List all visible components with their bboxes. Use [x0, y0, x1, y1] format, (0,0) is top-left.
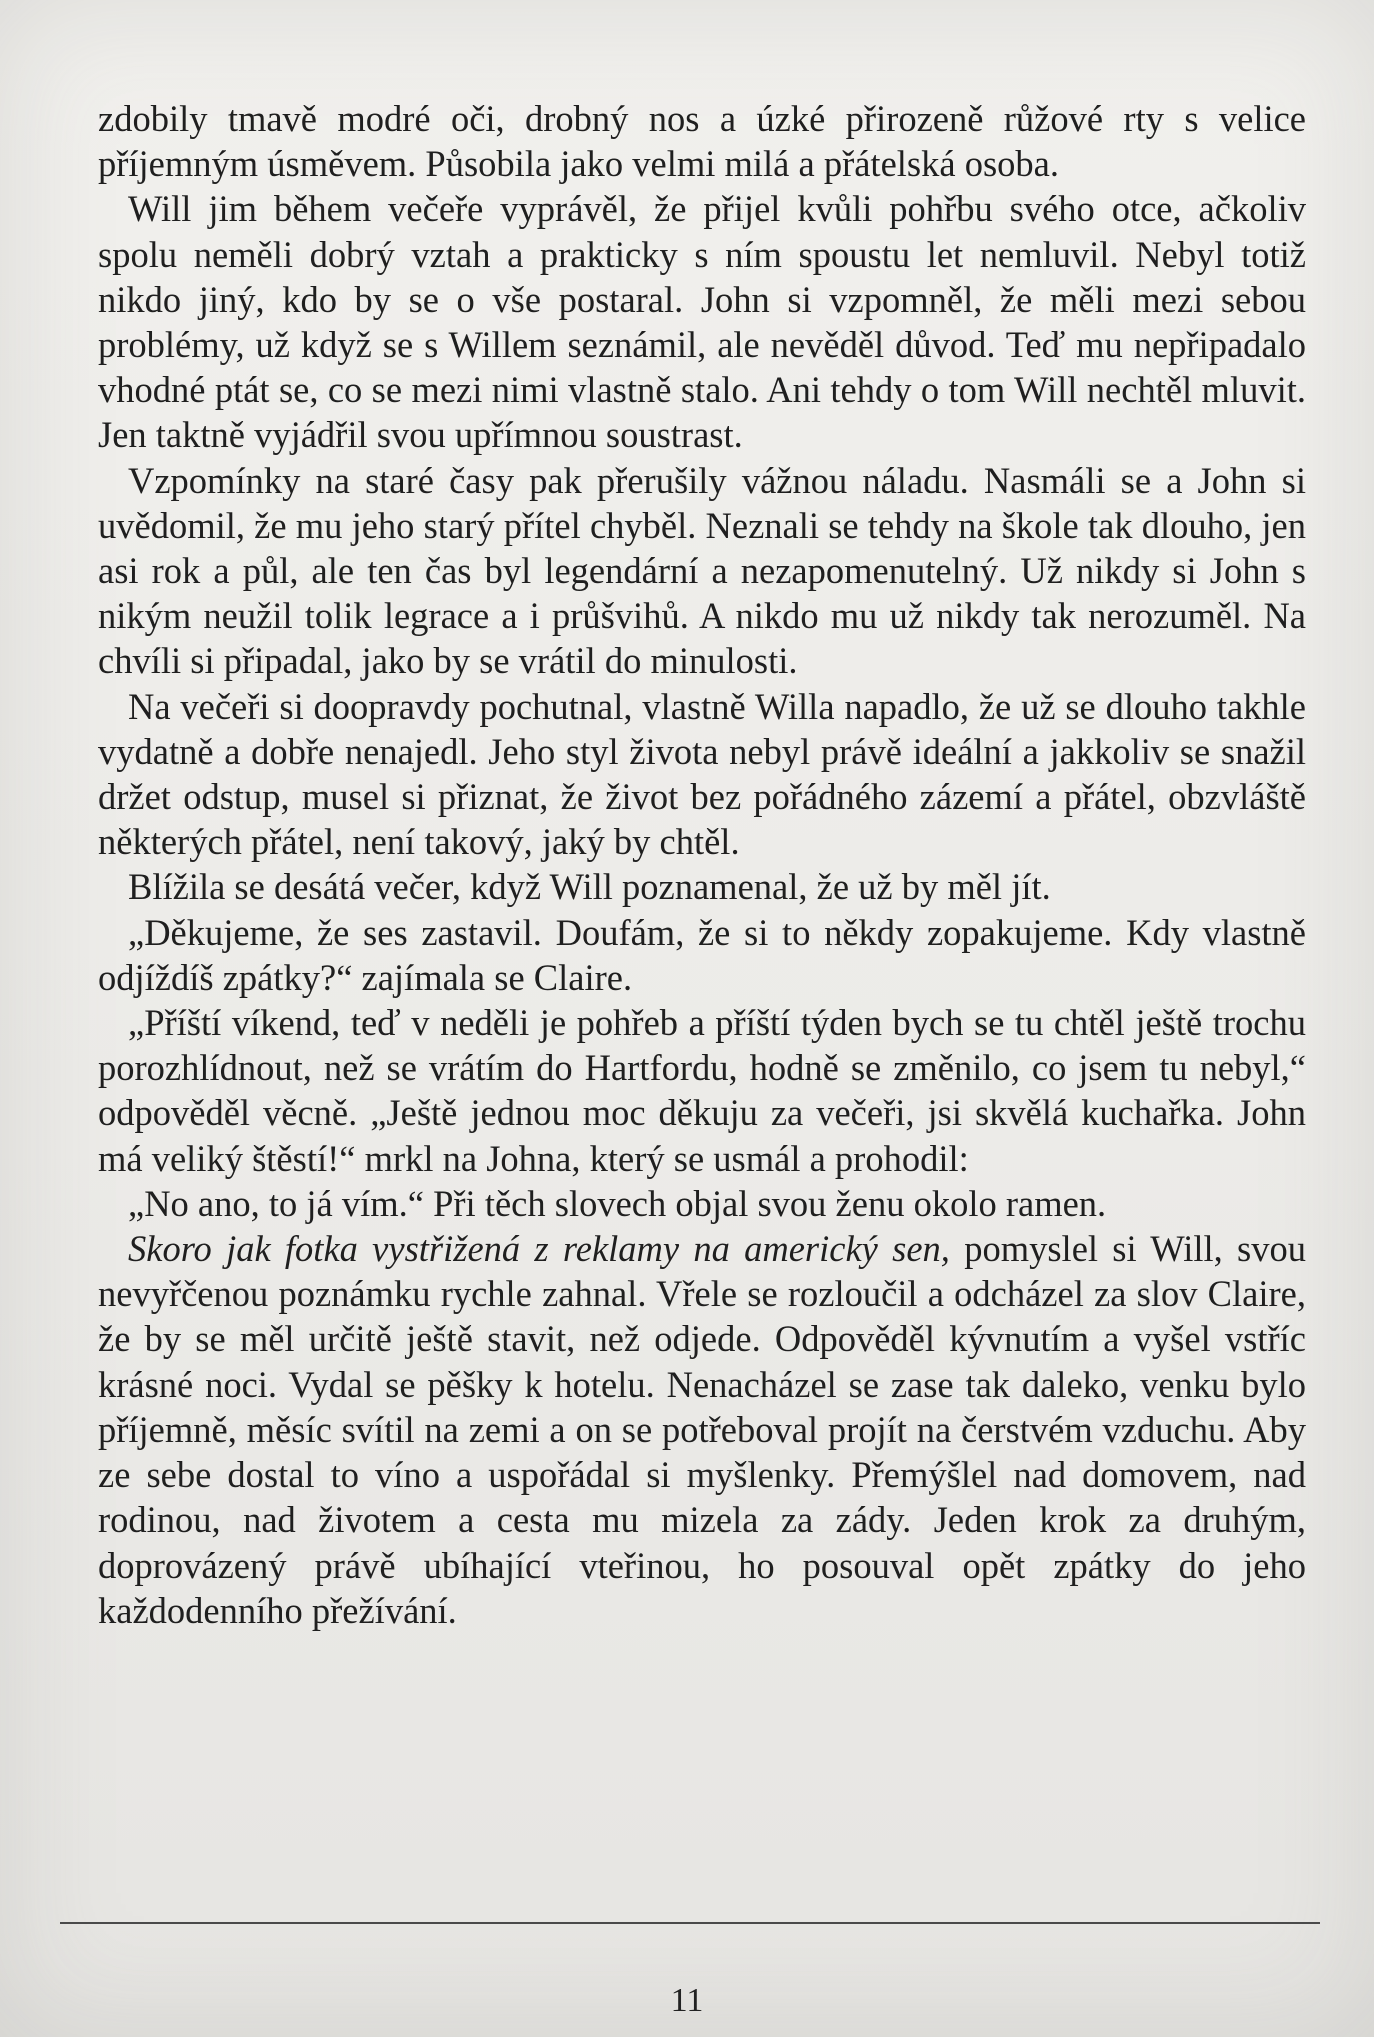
- footer-rule: [60, 1922, 1320, 1924]
- paragraph-6: „Děkujeme, že ses zastavil. Doufám, že si to někdy zopakujeme. Kdy vlastně odjíždíš zpátky?“ zajímala se Claire.: [98, 911, 1306, 998]
- paragraph-1: zdobily tmavě modré oči, drobný nos a úzké přirozeně růžové rty s velice příjemným úsměvem. Působila jako velmi milá a přátelská osoba.: [98, 98, 1306, 185]
- paragraph-9: [98, 1226, 1306, 1633]
- paragraph-9-italic-phrase: Skoro jak fotka vystřižená z reklamy na americký sen,: [128, 1228, 950, 1270]
- paragraph-4: Na večeři si doopravdy pochutnal, vlastně Willa napadlo, že už se dlouho takhle vydatně a dobře nenajedl. Jeho styl života nebyl právě ideální a jakkoliv se snažil držet odstup, musel si přiznat, že život bez pořádného zázemí a přátel, obzvláště některých přátel, není takový, jaký by chtěl.: [98, 685, 1306, 863]
- paragraph-5: Blížila se desátá večer, když Will poznamenal, že už by měl jít.: [128, 866, 1051, 908]
- paragraph-3: Vzpomínky na staré časy pak přerušily vážnou náladu. Nasmáli se a John si uvědomil, že mu jeho starý přítel chyběl. Neznali se tehdy na škole tak dlouho, jen asi rok a půl, ale ten čas byl legendární a nezapomenutelný. Už nikdy si John s nikým neužil tolik legrace a i průšvihů. A nikdo mu už nikdy tak nerozuměl. Na chvíli si připadal, jako by se vrátil do minulosti.: [98, 459, 1306, 682]
- paragraph-9-text: pomyslel si Will, svou nevyřčenou poznámku rychle zahnal. Vřele se rozloučil a odcházel za slov Claire, že by se měl určitě ještě stavit, než odjede. Odpověděl kývnutím a vyšel vstříc krásné noci. Vydal se pěšky k hotelu. Nenacházel se zase tak daleko, venku bylo příjemně, měsíc svítil na zemi a on se potřeboval projít na čerstvém vzduchu. Aby ze sebe dostal to víno a uspořádal si myšlenky. Přemýšlel nad domovem, nad rodinou, nad životem a cesta mu mizela za zády. Jeden krok za druhým, doprovázený právě ubíhající vteřinou, ho posouval opět zpátky do jeho každodenního přežívání.: [98, 1228, 1306, 1631]
- paragraph-8: „No ano, to já vím.“ Při těch slovech objal svou ženu okolo ramen.: [128, 1182, 1107, 1224]
- page-number: 11: [670, 1982, 704, 2019]
- paragraph-2: Will jim během večeře vyprávěl, že přijel kvůli pohřbu svého otce, ačkoliv spolu neměli dobrý vztah a prakticky s ním spoustu let nemluvil. Nebyl totiž nikdo jiný, kdo by se o vše postaral. John si vzpomněl, že měli mezi sebou problémy, už když se s Willem seznámil, ale nevěděl důvod. Teď mu nepřipadalo vhodné ptát se, co se mezi nimi vlastně stalo. Ani tehdy o tom Will nechtěl mluvit. Jen taktně vyjádřil svou upřímnou soustrast.: [98, 188, 1306, 456]
- body-text: [98, 96, 1306, 1633]
- paragraph-7: „Příští víkend, teď v neděli je pohřeb a příští týden bych se tu chtěl ještě trochu porozhlídnout, než se vrátím do Hartfordu, hodně se změnilo, co jsem tu nebyl,“ odpověděl věcně. „Ještě jednou moc děkuju za večeři, jsi skvělá kuchařka. John má veliký štěstí!“ mrkl na Johna, který se usmál a prohodil:: [98, 1002, 1306, 1179]
